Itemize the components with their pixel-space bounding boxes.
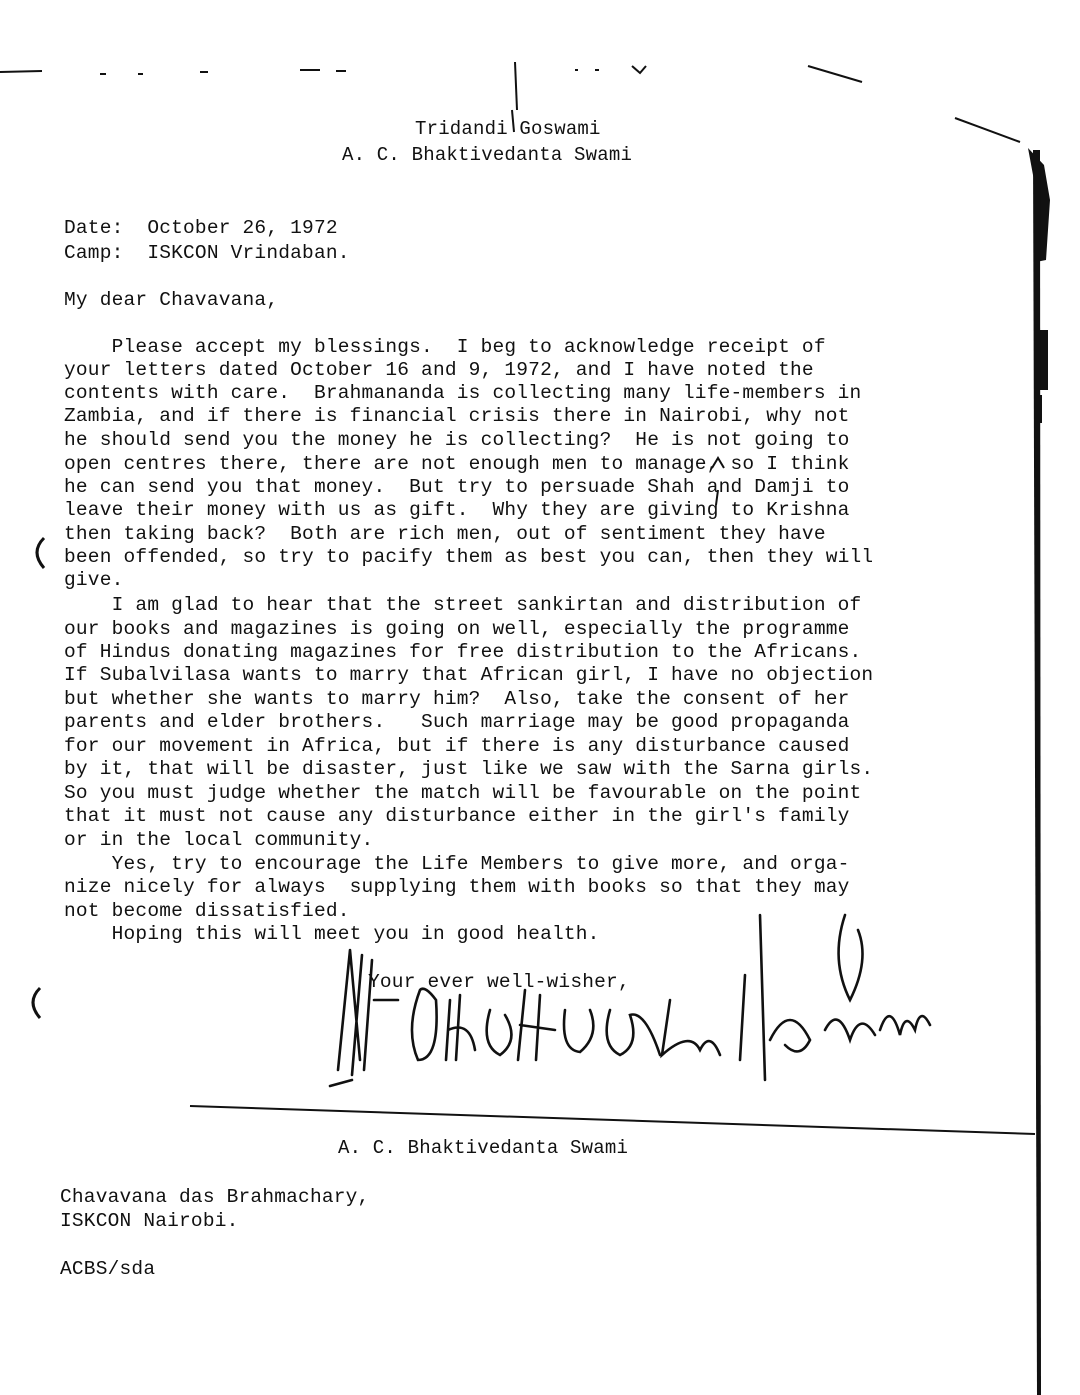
- addressee-name: Chavavana das Brahmachary,: [60, 1186, 370, 1208]
- salutation: My dear Chavavana,: [64, 289, 279, 311]
- body-line: give.: [64, 569, 124, 591]
- body-line: he should send you the money he is collecting? He is not going to: [64, 429, 850, 451]
- closing: Your ever well-wisher,: [368, 971, 630, 993]
- body-line: contents with care. Brahmananda is collecting many life-members in: [64, 382, 862, 404]
- signature-name: A. C. Bhaktivedanta Swami: [338, 1137, 629, 1159]
- body-line: leave their money with us as gift. Why they are giving to Krishna: [64, 499, 850, 521]
- body-line: If Subalvilasa wants to marry that African girl, I have no objection: [64, 664, 874, 686]
- body-line: Yes, try to encourage the Life Members to give more, and orga-: [64, 853, 850, 875]
- body-line: or in the local community.: [64, 829, 374, 851]
- letterhead-title: Tridandi Goswami: [415, 118, 601, 140]
- letterhead-name: A. C. Bhaktivedanta Swami: [342, 144, 633, 166]
- body-line: of Hindus donating magazines for free distribution to the Africans.: [64, 641, 862, 663]
- body-line: our books and magazines is going on well, especially the programme: [64, 618, 850, 640]
- letter-date: Date: October 26, 1972: [64, 217, 338, 239]
- body-line: I am glad to hear that the street sankirtan and distribution of: [64, 594, 862, 616]
- body-line: been offended, so try to pacify them as best you can, then they will: [64, 546, 874, 568]
- margin-parentheses: [33, 538, 44, 1018]
- addressee-location: ISKCON Nairobi.: [60, 1210, 239, 1232]
- right-edge-marks: [1028, 148, 1050, 1395]
- body-line: open centres there, there are not enough men to manage, so I think: [64, 453, 850, 475]
- reference-initials: ACBS/sda: [60, 1258, 156, 1280]
- body-line: your letters dated October 16 and 9, 1972, and I have noted the: [64, 359, 814, 381]
- body-line: by it, that will be disaster, just like we saw with the Sarna girls.: [64, 758, 874, 780]
- body-line: So you must judge whether the match will be favourable on the point: [64, 782, 862, 804]
- body-line: not become dissatisfied.: [64, 900, 350, 922]
- body-line: Hoping this will meet you in good health.: [64, 923, 600, 945]
- letter-camp: Camp: ISKCON Vrindaban.: [64, 242, 350, 264]
- body-line: but whether she wants to marry him? Also, take the consent of her: [64, 688, 850, 710]
- body-line: he can send you that money. But try to persuade Shah and Damji to: [64, 476, 850, 498]
- body-line: Zambia, and if there is financial crisis there in Nairobi, why not: [64, 405, 850, 427]
- body-line: then taking back? Both are rich men, out of sentiment they have: [64, 523, 826, 545]
- body-line: parents and elder brothers. Such marriage may be good propaganda: [64, 711, 850, 733]
- body-line: Please accept my blessings. I beg to acknowledge receipt of: [64, 336, 826, 358]
- body-line: nize nicely for always supplying them with books so that they may: [64, 876, 850, 898]
- body-line: that it must not cause any disturbance either in the girl's family: [64, 805, 850, 827]
- signature-rule: [190, 1106, 1035, 1134]
- body-line: for our movement in Africa, but if there is any disturbance caused: [64, 735, 850, 757]
